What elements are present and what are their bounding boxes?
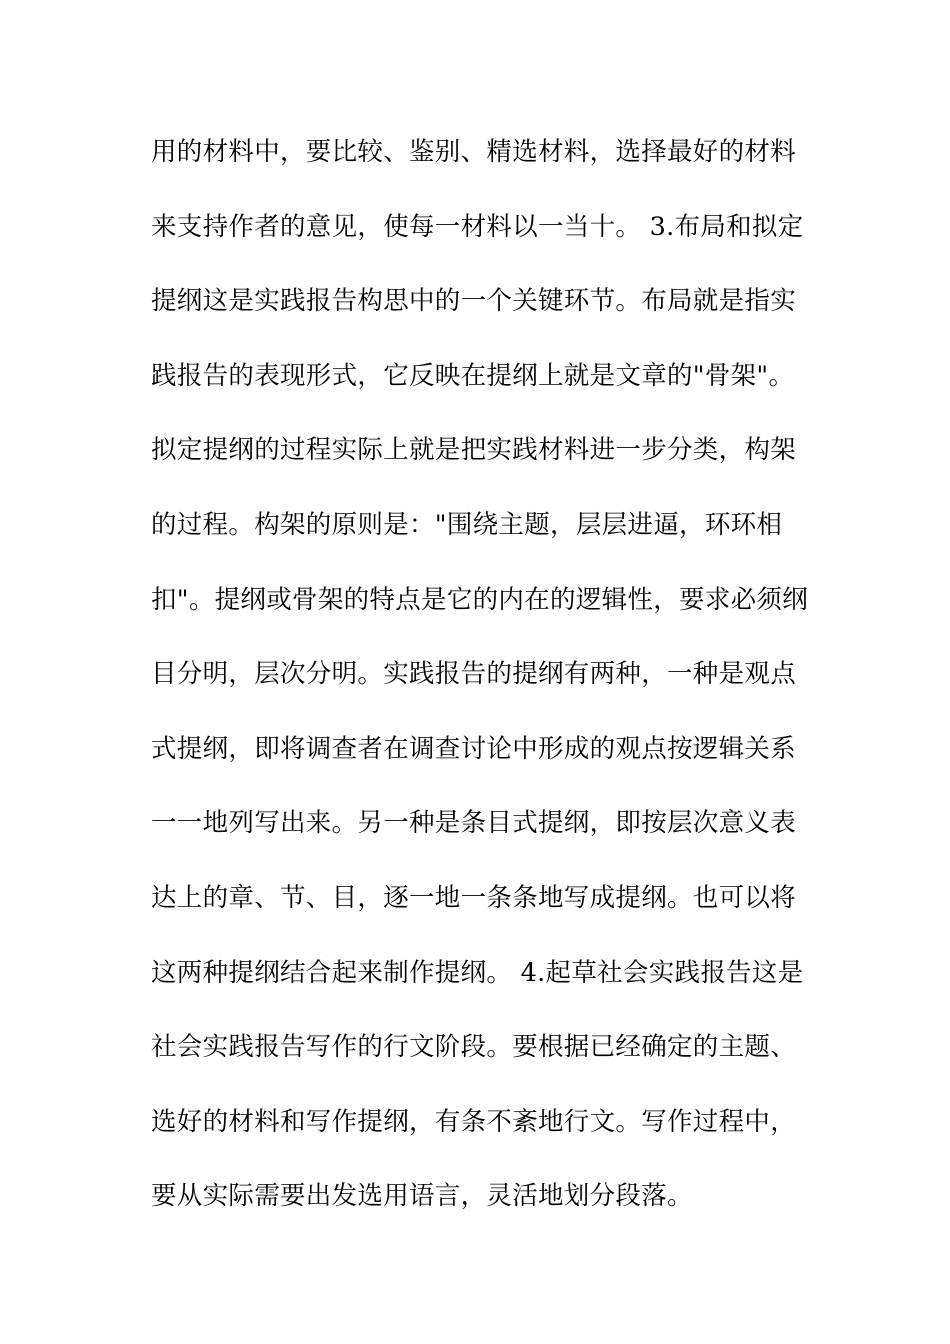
text-line: 目分明，层次分明。实践报告的提纲有两种，一种是观点 [151, 659, 797, 690]
text-line: 来支持作者的意见，使每一材料以一当十。 3.布局和拟定 [151, 211, 804, 242]
text-line: 扣"。提纲或骨架的特点是它的内在的逻辑性，要求必须纲 [151, 584, 809, 615]
text-line: 用的材料中，要比较、鉴别、精选材料，选择最好的材料 [151, 137, 797, 167]
text-line: 提纲这是实践报告构思中的一个关键环节。布局就是指实 [151, 286, 797, 317]
text-line: 践报告的表现形式，它反映在提纲上就是文章的"骨架"。 [151, 360, 795, 391]
body-text [151, 127, 821, 1246]
text-line: 拟定提纲的过程实际上就是把实践材料进一步分类，构架 [151, 435, 797, 466]
text-line: 社会实践报告写作的行文阶段。要根据已经确定的主题、 [151, 1032, 797, 1063]
text-line: 一一地列写出来。另一种是条目式提纲，即按层次意义表 [151, 808, 797, 839]
text-line: 这两种提纲结合起来制作提纲。 4.起草社会实践报告这是 [151, 957, 804, 988]
text-line: 的过程。构架的原则是："围绕主题，层层进逼，环环相 [151, 509, 783, 540]
text-line: 要从实际需要出发选用语言，灵活地划分段落。 [151, 1181, 693, 1212]
text-line: 达上的章、节、目，逐一地一条条地写成提纲。也可以将 [151, 882, 797, 913]
text-line: 选好的材料和写作提纲，有条不紊地行文。写作过程中， [151, 1106, 797, 1137]
text-line: 式提纲，即将调查者在调查讨论中形成的观点按逻辑关系 [151, 733, 797, 764]
